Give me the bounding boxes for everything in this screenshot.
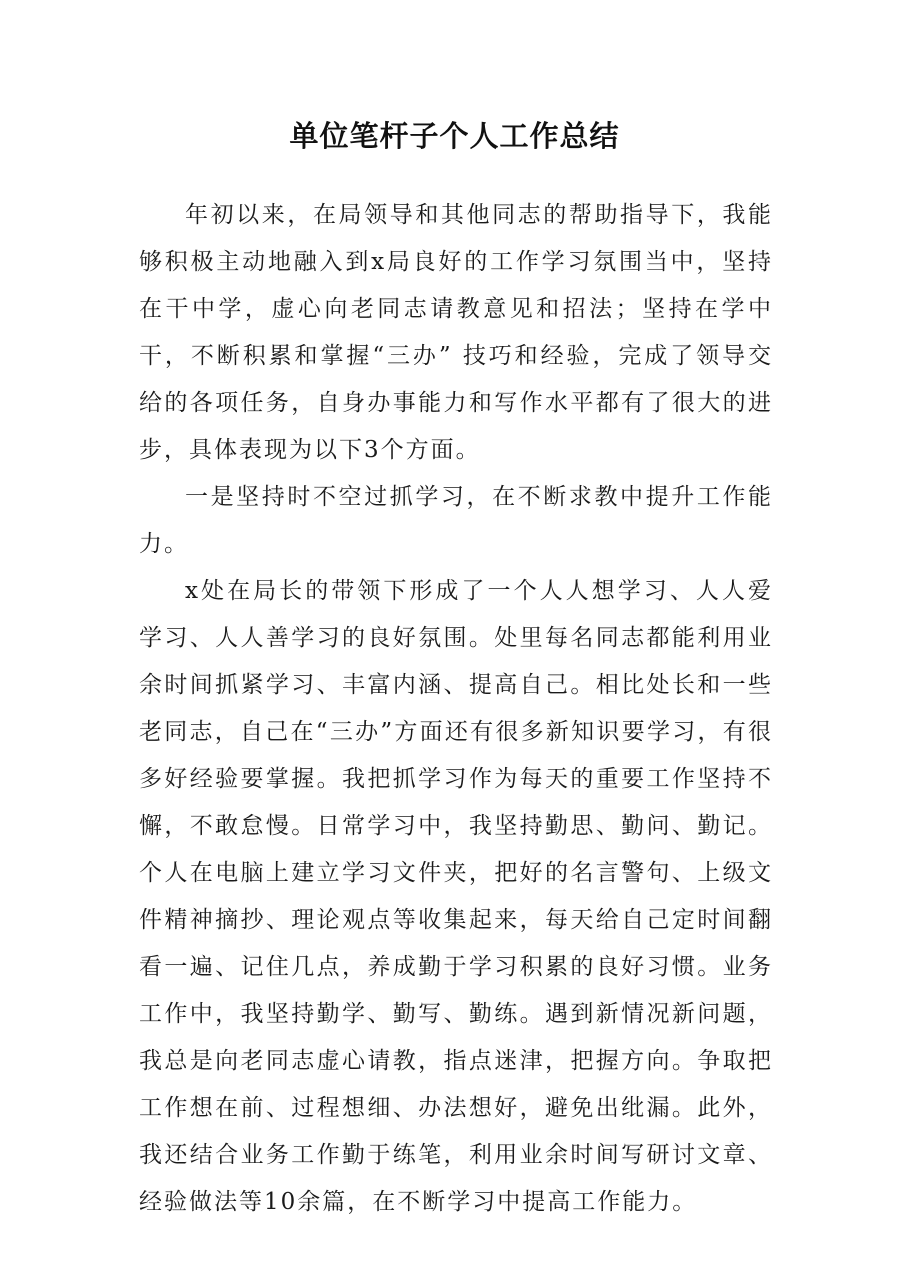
- document-title: 单位笔杆子个人工作总结: [289, 119, 620, 153]
- paragraph-intro: 年初以来，在局领导和其他同志的帮助指导下，我能够积极主动地融入到x局良好的工作学习氛围当中，坚持在干中学，虚心向老同志请教意见和招法；坚持在学中干，不断积累和掌握“三办” 技巧和经验，完成了领导交给的各项任务，自身办事能力和写作水平都有了很大的进步，具体表现为以下3个方面。: [139, 202, 773, 463]
- document-body: [139, 192, 773, 1226]
- paragraph-details: x处在局长的带领下形成了一个人人想学习、人人爱学习、人人善学习的良好氛围。处里每名同志都能利用业余时间抓紧学习、丰富内涵、提高自己。相比处长和一些老同志，自己在“三办”方面还有很多新知识要学习，有很多好经验要掌握。我把抓学习作为每天的重要工作坚持不懈，不敢怠慢。日常学习中，我坚持勤思、勤问、勤记。个人在电脑上建立学习文件夹，把好的名言警句、上级文件精神摘抄、理论观点等收集起来，每天给自己定时间翻看一遍、记住几点，养成勤于学习积累的良好习惯。业务工作中，我坚持勤学、勤写、勤练。遇到新情况新问题，我总是向老同志虚心请教，指点迷津，把握方向。争取把工作想在前、过程想细、办法想好，避免出纰漏。此外，我还结合业务工作勤于练笔，利用业余时间写研讨文章、经验做法等10余篇，在不断学习中提高工作能力。: [139, 578, 773, 1215]
- paragraph-heading-one: 一是坚持时不空过抓学习，在不断求教中提升工作能力。: [139, 484, 773, 557]
